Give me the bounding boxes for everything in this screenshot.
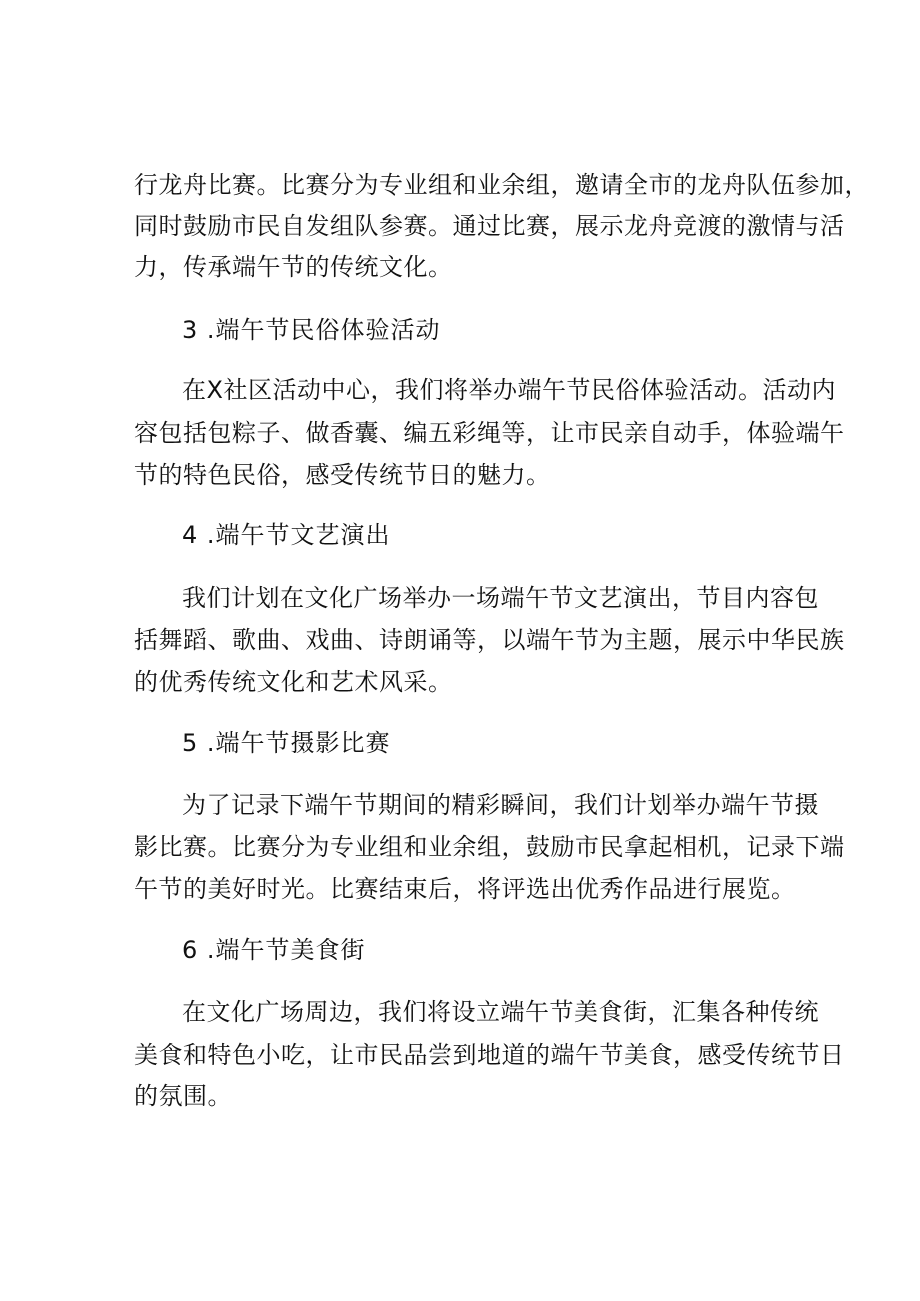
paragraph-line: 节的特色民俗，感受传统节日的魅力。: [134, 461, 551, 489]
section-heading: 4 .端午节文艺演出: [182, 521, 391, 549]
paragraph-line: 在X社区活动中心，我们将举办端午节民俗体验活动。活动内: [182, 376, 836, 404]
paragraph-line: 影比赛。比赛分为专业组和业余组，鼓励市民拿起相机，记录下端: [134, 833, 845, 861]
paragraph-line: 为了记录下端午节期间的精彩瞬间，我们计划举办端午节摄: [182, 791, 819, 819]
paragraph-line: 的氛围。: [134, 1082, 232, 1110]
paragraph-line: 美食和特色小吃，让市民品尝到地道的端午节美食，感受传统节日: [134, 1041, 845, 1069]
paragraph-line: 同时鼓励市民自发组队参赛。通过比赛，展示龙舟竞渡的激情与活: [134, 212, 845, 240]
paragraph-line: 力，传承端午节的传统文化。: [134, 253, 453, 281]
paragraph-line: 午节的美好时光。比赛结束后，将评选出优秀作品进行展览。: [134, 875, 796, 903]
section-heading: 3 .端午节民俗体验活动: [182, 316, 441, 344]
paragraph-line: 我们计划在文化广场举办一场端午节文艺演出，节目内容包: [182, 584, 819, 612]
paragraph-line: 括舞蹈、歌曲、戏曲、诗朗诵等，以端午节为主题，展示中华民族: [134, 626, 845, 654]
paragraph-line: 行龙舟比赛。比赛分为专业组和业余组，邀请全市的龙舟队伍参加，: [134, 171, 869, 199]
section-heading: 6 .端午节美食街: [182, 936, 366, 964]
paragraph-line: 在文化广场周边，我们将设立端午节美食街，汇集各种传统: [182, 998, 819, 1026]
paragraph-line: 的优秀传统文化和艺术风采。: [134, 668, 453, 696]
paragraph-line: 容包括包粽子、做香囊、编五彩绳等，让市民亲自动手，体验端午: [134, 419, 845, 447]
section-heading: 5 .端午节摄影比赛: [182, 729, 391, 757]
